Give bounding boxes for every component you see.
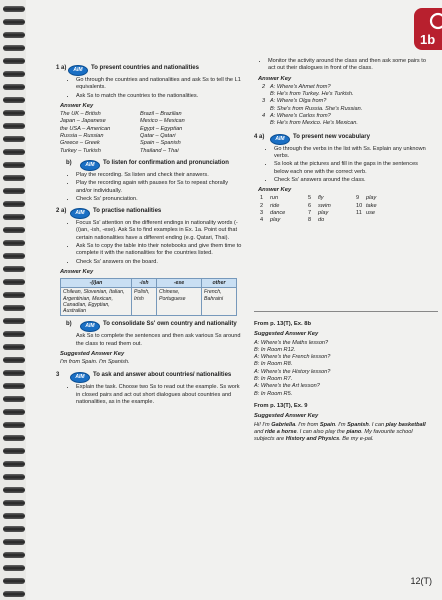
section-title: To consolidate Ss' own country and nationality	[103, 321, 237, 328]
suggested-answer-key-label: Suggested Answer Key	[254, 331, 319, 338]
answer-item: the USA – American	[60, 125, 111, 132]
section-title: To present new vocabulary	[293, 133, 370, 140]
bullet: • Focus Ss' attention on the different endings in nationality words (-(i)an, -ish, -ese). Ask Ss to find examples in Ex. 1a. Point out that certain nationalities have a different ending (e.g. Qatari, Thai).	[76, 220, 244, 242]
table-header: other	[202, 279, 237, 288]
binding-coil	[3, 110, 25, 116]
bullet: • Play the recording. Ss listen and check their answers.	[76, 172, 244, 179]
binding-coil	[3, 461, 25, 467]
section-number: b)	[66, 159, 72, 166]
binding-coil	[3, 149, 25, 155]
answer-key-label: Answer Key	[258, 187, 292, 194]
answer-item: Spain – Spanish	[140, 140, 181, 147]
binding-coil	[3, 591, 25, 597]
binding-coil	[3, 123, 25, 129]
bullet: • Go through the countries and nationalities and ask Ss to tell the L1 equivalents.	[76, 77, 244, 92]
suggested-answer-key-label: Suggested Answer Key	[254, 413, 319, 420]
binding-coil	[3, 175, 25, 181]
badge-label: 1b	[420, 32, 436, 47]
binding-coil	[3, 292, 25, 298]
binding-coil	[3, 227, 25, 233]
answer-item: Greece – Greek	[60, 140, 100, 147]
bullet: • Play the recording again with pauses for Ss to repeat chorally and/or individually.	[76, 180, 244, 195]
binding-coil	[3, 331, 25, 337]
bullet: • Check Ss' answers around the class.	[274, 177, 434, 184]
answer-item: Japan – Japanese	[60, 118, 106, 125]
nationality-table	[60, 278, 237, 316]
aim-icon: AIM	[80, 160, 100, 171]
binding-coil	[3, 370, 25, 376]
paragraph: Ask Ss to complete the sentences and then ask various Ss around the class to read them out.	[76, 333, 241, 347]
binding-coil	[3, 513, 25, 519]
answer-item: Turkey – Turkish	[60, 147, 101, 154]
binding-coil	[3, 45, 25, 51]
binding-coil	[3, 474, 25, 480]
binding-coil	[3, 97, 25, 103]
suggested-answer-key-label: Suggested Answer Key	[60, 350, 125, 357]
binding-coil	[3, 357, 25, 363]
bullet: • Check Ss' pronunciation.	[76, 196, 244, 203]
lesson-dialogue: A: Where's the Maths lesson? B: In Room R12. A: Where's the French lesson? B: In Room R8. A: Where's the History lesson? B: In Room R7. A: Where's the Art lesson? B: In Room R5.	[254, 339, 331, 397]
section-badge	[412, 6, 442, 52]
table-cell: Polish, Irish	[132, 288, 157, 316]
binding-coil	[3, 162, 25, 168]
bullet: • Explain the task. Choose two Ss to read out the example. Ss work in closed pairs and act out short dialogues about countries and nationalities, as in the example.	[76, 384, 244, 406]
table-cell: French, Bahraini	[202, 288, 237, 316]
answer-item: Russia – Russian	[60, 133, 104, 140]
binding-coil	[3, 84, 25, 90]
section-number: 3	[56, 372, 60, 379]
binding-coil	[3, 201, 25, 207]
binding-coil	[3, 188, 25, 194]
binding-coil	[3, 578, 25, 584]
binding-coil	[3, 448, 25, 454]
answer-key-label: Answer Key	[60, 102, 94, 109]
extra-answers	[254, 318, 434, 443]
aim-icon: AIM	[270, 134, 290, 145]
section-title: To ask and answer about countries/ nationalities	[93, 372, 232, 379]
left-column	[56, 62, 244, 407]
binding-coil	[3, 266, 25, 272]
binding-coil	[3, 422, 25, 428]
from-reference: From p. 13(T), Ex. 9	[254, 402, 308, 409]
page-number: 12(T)	[410, 576, 432, 586]
section-number: 2 a)	[56, 208, 67, 215]
section-number: 4 a)	[254, 133, 265, 140]
answer-item: The UK – British	[60, 111, 101, 118]
section-title: To present countries and nationalities	[91, 65, 199, 71]
divider	[254, 311, 438, 312]
answer-item: Brazil – Brazilian	[140, 111, 182, 118]
bullet: • Monitor the activity around the class and then ask some pairs to act out their dialogues in front of the class.	[268, 58, 434, 73]
bullet: • Ask Ss to match the countries to the nationalities.	[76, 93, 244, 100]
dialogue-list: 2 A: Where's Ahmet from? B: He's from Turkey. He's Turkish. 3 A: Where's Olga from? B: She's from Russia. She's Russian. 4 A: Where's Carlos from? B: He's from Mexico. He's Mexican.	[262, 83, 363, 127]
binding-coil	[3, 6, 25, 12]
ex9-answer: Hi! I'm Gabriella. I'm from Spain. I'm Spanish. I can play basketball and ride a horse. I can also play the piano. My favourite school subjects are History and Physics. Be my e-pal.	[254, 421, 426, 443]
page	[26, 0, 442, 600]
binding-coil	[3, 409, 25, 415]
section-title: To listen for confirmation and pronunciation	[103, 159, 229, 166]
answer-key-label: Answer Key	[258, 75, 292, 82]
aim-icon: AIM	[68, 65, 88, 76]
table-header: -ish	[132, 279, 157, 288]
spiral-binding	[0, 0, 26, 600]
binding-coil	[3, 487, 25, 493]
binding-coil	[3, 383, 25, 389]
table-header: -ese	[157, 279, 202, 288]
binding-coil	[3, 240, 25, 246]
binding-coil	[3, 214, 25, 220]
aim-icon: AIM	[70, 208, 90, 219]
binding-coil	[3, 71, 25, 77]
section-number: 1 a)	[56, 65, 67, 71]
section-title: To practise nationalities	[93, 208, 162, 215]
section-number: b)	[66, 321, 72, 328]
right-column	[254, 58, 434, 225]
binding-coil	[3, 552, 25, 558]
binding-coil	[3, 32, 25, 38]
answer-item: Mexico – Mexican	[140, 118, 185, 125]
bullet: • Check Ss' answers on the board.	[76, 259, 244, 266]
binding-coil	[3, 19, 25, 25]
binding-coil	[3, 500, 25, 506]
answer-key-label: Answer Key	[60, 268, 94, 275]
aim-icon: AIM	[80, 321, 100, 332]
binding-coil	[3, 435, 25, 441]
binding-coil	[3, 565, 25, 571]
binding-coil	[3, 279, 25, 285]
binding-coil	[3, 136, 25, 142]
binding-coil	[3, 318, 25, 324]
table-cell: Chinese, Portuguese	[157, 288, 202, 316]
binding-coil	[3, 396, 25, 402]
binding-coil	[3, 305, 25, 311]
binding-coil	[3, 344, 25, 350]
binding-coil	[3, 539, 25, 545]
table-header: -(i)an	[61, 279, 132, 288]
word-answers: 1 run 5 fly 9 play 2 ride 6 swim 10 take 3 dance 7 play 11 use 4 play 8 do	[260, 195, 377, 224]
binding-coil	[3, 253, 25, 259]
binding-coil	[3, 58, 25, 64]
answer-item: Qatar – Qatari	[140, 133, 176, 140]
aim-icon: AIM	[70, 372, 90, 383]
table-cell: Chilean, Slovenian, Italian, Argentinian, Mexican, Canadian, Egyptian, Australian	[61, 288, 132, 316]
bullet: • Ss look at the pictures and fill in the gaps in the sentences below each one with the correct verb.	[274, 161, 434, 176]
answer-item: Egypt – Egyptian	[140, 125, 183, 132]
bullet: • Go through the verbs in the list with Ss. Explain any unknown verbs.	[274, 146, 434, 161]
bullet: • Ask Ss to copy the table into their notebooks and give them time to complete it with the nationalities for the countries listed.	[76, 243, 244, 258]
from-reference: From p. 13(T), Ex. 8b	[254, 321, 312, 327]
binding-coil	[3, 526, 25, 532]
answer-text: I'm from Spain. I'm Spanish.	[60, 359, 130, 366]
answer-item: Thailand – Thai	[140, 147, 179, 154]
